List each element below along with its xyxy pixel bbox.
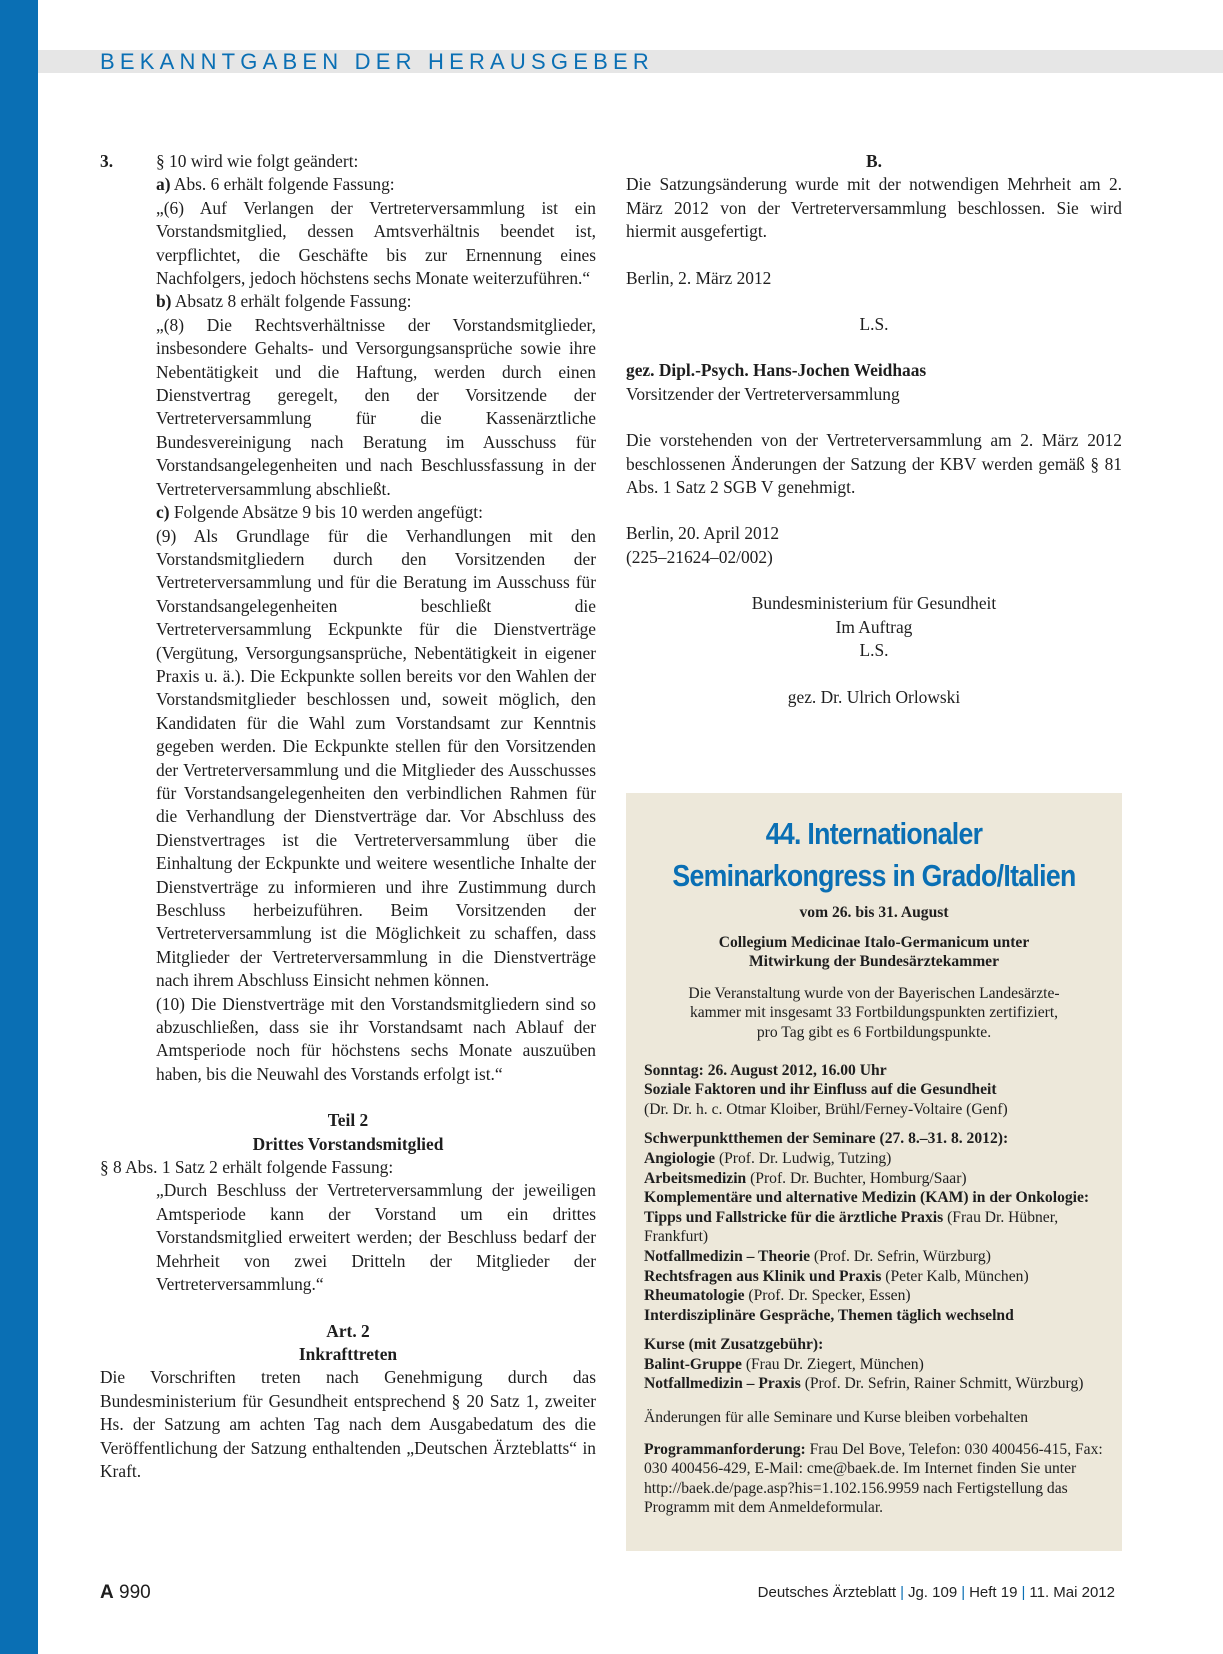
journal-info: Deutsches Ärzteblatt | Jg. 109 | Heft 19 | 11. Mai 2012: [757, 1584, 1115, 1601]
course-item: [644, 1374, 1104, 1394]
topic-item: [644, 1286, 1104, 1306]
topics-heading: Schwerpunktthemen der Seminare (27. 8.–31. 8. 2012):: [644, 1130, 1009, 1148]
event-dates: vom 26. bis 31. August: [799, 904, 949, 921]
topic-detail: (Prof. Dr. Specker, Essen): [744, 1287, 911, 1305]
topic-detail: (Prof. Dr. Buchter, Homburg/Saar): [746, 1169, 967, 1187]
event-box: [626, 793, 1122, 1551]
art2-subheading: Inkrafttreten: [298, 1343, 398, 1364]
signer-2: gez. Dr. Ulrich Orlowski: [787, 686, 961, 707]
topic-detail: (Prof. Dr. Sefrin, Würzburg): [810, 1247, 991, 1265]
right-column: [626, 150, 1122, 709]
paragraph-9: (9) Als Grundlage für die Verhandlungen mit den Vorstandsmitgliedern durch den Vorsitzenden der Vertreterversammlung und für die Beratung im Ausschuss für Vorstandsangelegenheiten beschließt die Vertreterversammlung Eckpunkte für die Dienstverträge (Vergütung, Versorgungsansprüche, Nebentätigkeit in eigener Praxis u. ä.). Die Eckpunkte sollen bereits vor den Wahlen der Vorstandsmitglieder beschlossen und, soweit möglich, den Kandidaten für die Wahl zum Vorstandsamt zur Kenntnis gegeben werden. Die Eckpunkte stellen für den Vorsitzenden der Vertreterversammlung und die Mitglieder des Ausschusses für Vorstandsangelegenheiten den verbindlichen Rahmen für die Verhandlung der Dienstverträge dar. Vor Abschluss des Dienstvertrages ist die Vertreterversammlung über die Einhaltung der Eckpunkte und weitere wesentliche Inhalte der Dienstverträge zu informieren und ihre Zustimmung durch Beschluss herbeizuführen. Beim Vorsitzenden der Vertreterversammlung ist die Möglichkeit zu schaffen, dass Mitglieder der Vertreterversammlung in die Dienstverträge nach ihrem Abschluss Einsicht nehmen können.: [156, 525, 596, 991]
event-organizer-line2: Mitwirkung der Bundesärztekammer: [748, 953, 1000, 971]
sunday-speaker: (Dr. Dr. h. c. Otmar Kloiber, Brühl/Ferney-Voltaire (Genf): [644, 1100, 1008, 1118]
place-date-2: Berlin, 20. April 2012: [626, 523, 780, 544]
topic-item: [644, 1149, 1104, 1169]
sub-a-label: a): [156, 174, 171, 195]
sub-b-intro: [156, 290, 596, 313]
section-b-text: Die Satzungsänderung wurde mit der notwendigen Mehrheit am 2. März 2012 von der Vertreterversammlung beschlossen. Sie wird hiermit ausgefertigt.: [626, 174, 1122, 242]
item-3: [100, 150, 596, 1086]
journal-volume: Jg. 109: [907, 1584, 958, 1601]
sub-b-label: b): [156, 291, 172, 312]
topic-title: Arbeitsmedizin: [644, 1169, 747, 1187]
teil2-subheading: Drittes Vorstandsmitglied: [252, 1133, 444, 1154]
page-prefix: A: [100, 1582, 114, 1603]
event-organizer-line1: Collegium Medicinae Italo-Germanicum unter: [718, 933, 1030, 951]
sunday-date: Sonntag: 26. August 2012, 16.00 Uhr: [644, 1061, 887, 1079]
topic-detail: (Peter Kalb, München): [881, 1267, 1029, 1285]
im-auftrag: Im Auftrag: [835, 616, 913, 637]
left-column: [100, 150, 596, 1483]
changes-note: Änderungen für alle Seminare und Kurse bleiben vorbehalten: [644, 1409, 1029, 1427]
file-number: (225–21624–02/002): [626, 546, 773, 567]
event-title: [661, 813, 1088, 897]
course-detail: (Frau Dr. Ziegert, München): [741, 1355, 924, 1373]
signer-role: Vorsitzender der Vertreterversammlung: [626, 383, 900, 404]
seal-1: L.S.: [859, 314, 889, 335]
cert-line2: kammer mit insgesamt 33 Fortbildungspunkten zertifiziert,: [689, 1004, 1059, 1022]
courses-heading: Kurse (mit Zusatzgebühr):: [644, 1336, 824, 1354]
approval-text: Die vorstehenden von der Vertreterversammlung am 2. März 2012 beschlossenen Änderungen der Satzung der KBV werden gemäß § 81 Abs. 1 Satz 2 SGB V genehmigt.: [626, 430, 1122, 498]
course-title: Notfallmedizin – Praxis: [644, 1375, 801, 1393]
cert-line1: Die Veranstaltung wurde von der Bayerischen Landesärzte-: [688, 984, 1060, 1002]
ministry-name: Bundesministerium für Gesundheit: [751, 593, 997, 614]
sub-a-intro: [156, 173, 596, 196]
event-title-line2: Seminarkongress in Grado/Italien: [672, 858, 1076, 893]
page-number: [100, 1582, 151, 1604]
sub-b-quote: „(8) Die Rechtsverhältnisse der Vorstandsmitglieder, insbesondere Gehalts- und Versorgungsansprüche sowie ihre Nebentätigkeit und die Haftung, werden durch einen Dienstvertrag geregelt, den der Vorsitzende der Vertreterversammlung für die Kassenärztliche Bundesvereinigung nach Beratung im Ausschuss für Vorstandsangelegenheiten und nach Beschlussfassung in der Vertreterversammlung abschließt.: [156, 314, 596, 499]
topic-detail: (Frau Dr. Hübner, Frankfurt): [644, 1208, 1059, 1246]
item-heading: § 10 wird wie folgt geändert:: [156, 151, 359, 171]
teil2-heading: Teil 2: [327, 1110, 369, 1131]
topic-item: [644, 1169, 1104, 1189]
topic-item: [644, 1267, 1104, 1287]
sub-a-quote: „(6) Auf Verlangen der Vertreterversammlung ist ein Vorstandsmitglied, dessen Amtsverhältnis beendet ist, verpflichtet, die Geschäfte bis zur Ernennung eines Nachfolgers, jedoch höchstens sechs Monate weiterzuführen.“: [156, 197, 596, 289]
course-detail: (Prof. Dr. Sefrin, Rainer Schmitt, Würzburg): [800, 1375, 1084, 1393]
topic-title: Rheumatologie: [644, 1287, 745, 1305]
signer-name: gez. Dipl.-Psych. Hans-Jochen Weidhaas: [626, 360, 927, 381]
topic-title: Komplementäre und alternative Medizin (KAM) in der Onkologie: Tipps und Fallstricke für die ärztliche Praxis: [644, 1189, 1090, 1226]
course-title: Balint-Gruppe: [644, 1355, 742, 1373]
art2-heading: Art. 2: [326, 1320, 370, 1341]
item-number: 3.: [100, 151, 114, 171]
paragraph-10: (10) Die Dienstverträge mit den Vorstandsmitgliedern sind so abzuschließen, dass sie ihr Vorstandsamt nach Ablauf der Amtsperiode noch für höchstens sechs Monate auszuüben haben, bis die Neuwahl des Vorstands erfolgt ist.“: [156, 993, 596, 1084]
place-date-1: Berlin, 2. März 2012: [626, 267, 772, 288]
journal-name: Deutsches Ärzteblatt: [757, 1584, 897, 1601]
topic-item: [644, 1247, 1104, 1267]
journal-date: 11. Mai 2012: [1029, 1584, 1115, 1601]
program-label: Programmanforderung:: [644, 1440, 806, 1458]
journal-issue: Heft 19: [969, 1584, 1018, 1601]
section-b-heading: B.: [866, 151, 882, 171]
art2-text: Die Vorschriften treten nach Genehmigung durch das Bundesministerium für Gesundheit entsprechend § 20 Satz 1, zweiter Hs. der Satzung am achten Tag nach dem Ausgabedatum des die Veröffentlichung der Satzung enthaltenden „Deutschen Ärzteblatts“ in Kraft.: [100, 1367, 596, 1481]
seal-2: L.S.: [859, 640, 889, 661]
cert-line3: pro Tag gibt es 6 Fortbildungspunkte.: [756, 1023, 992, 1041]
sub-a-text: Abs. 6 erhält folgende Fassung:: [170, 174, 395, 195]
left-color-bar: [0, 0, 38, 1654]
sub-b-text: Absatz 8 erhält folgende Fassung:: [171, 291, 412, 312]
sub-c-text: Folgende Absätze 9 bis 10 werden angefügt:: [169, 502, 483, 523]
topic-item: [644, 1188, 1104, 1247]
program-text: Frau Del Bove, Telefon: 030 400456-415, Fax: 030 400456-429, E-Mail: cme@baek.de. Im Internet finden Sie unter http://baek.de/page.asp?his=1.102.156.9959 nach Fertigstellung das Programm mit dem Anmeldeformular.: [644, 1440, 1103, 1517]
topic-title: Notfallmedizin – Theorie: [644, 1247, 811, 1265]
topic-title: Angiologie: [644, 1149, 716, 1167]
teil2-intro: § 8 Abs. 1 Satz 2 erhält folgende Fassung:: [100, 1157, 394, 1178]
sunday-title: Soziale Faktoren und ihr Einfluss auf die Gesundheit: [644, 1081, 997, 1099]
section-header-title: BEKANNTGABEN DER HERAUSGEBER: [100, 49, 654, 74]
topic-detail: (Prof. Dr. Ludwig, Tutzing): [715, 1149, 892, 1167]
sub-c-label: c): [156, 502, 170, 523]
teil2-quote: „Durch Beschluss der Vertreterversammlung der jeweiligen Amtsperiode kann der Vorstand um ein drittes Vorstandsmitglied erweitert werden; der Beschluss bedarf der Mehrheit von zwei Dritteln der Mitglieder der Vertreterversammlung.“: [156, 1180, 596, 1295]
course-item: [644, 1355, 1104, 1375]
page-number-value: 990: [119, 1582, 151, 1603]
sub-c-intro: [156, 501, 596, 524]
topic-title: Interdisziplinäre Gespräche, Themen täglich wechselnd: [644, 1306, 1014, 1324]
topic-title: Rechtsfragen aus Klinik und Praxis: [644, 1267, 882, 1285]
program-request: [644, 1440, 1104, 1518]
event-title-line1: 44. Internationaler: [765, 816, 983, 851]
topic-item: [644, 1306, 1104, 1326]
